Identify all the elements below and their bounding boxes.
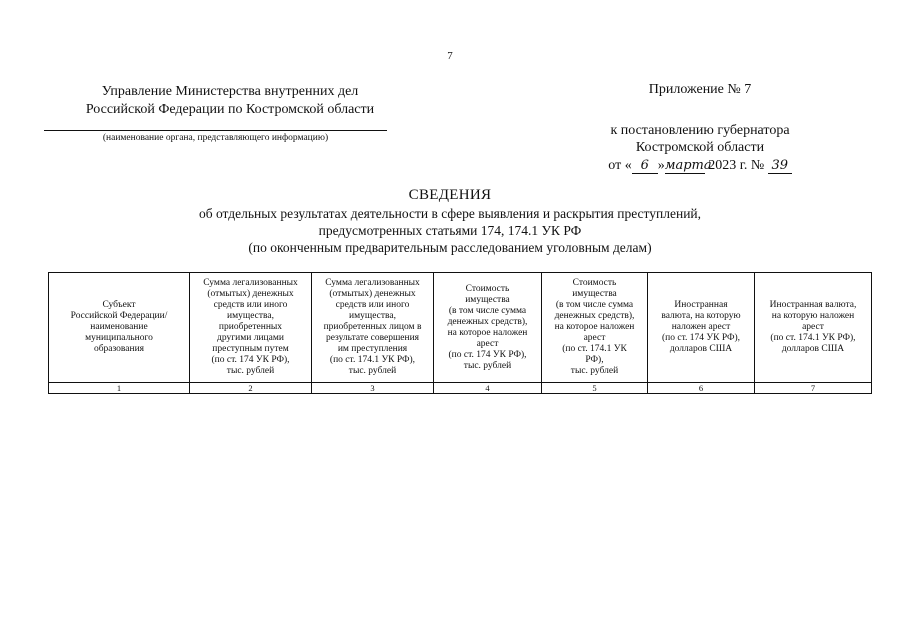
column-header-line: имущества, xyxy=(349,311,396,321)
column-header-line: Стоимость xyxy=(572,278,617,288)
date-prefix: от « xyxy=(608,158,632,173)
column-header-line: (по ст. 174.1 УК xyxy=(562,344,627,354)
organization-line-2: Российской Федерации по Костромской области xyxy=(85,102,375,117)
column-header-line: тыс. рублей xyxy=(226,366,275,376)
column-header-line: денежных средств), xyxy=(554,311,635,321)
column-header-line: валюта, на которую xyxy=(661,311,741,321)
organization-caption: (наименование органа, представляющего информацию) xyxy=(102,133,329,143)
data-table xyxy=(48,272,872,394)
column-header-line: (по ст. 174 УК РФ), xyxy=(661,333,740,343)
organization-line-1: Управление Министерства внутренних дел xyxy=(101,84,359,99)
column-header-line: наложен арест xyxy=(671,322,731,332)
column-number-cell: 7 xyxy=(755,383,872,394)
decree-line-2: Костромской области xyxy=(635,140,765,155)
decree-line-1: к постановлению губернатора xyxy=(610,123,790,138)
column-header-line: денежных средств), xyxy=(447,316,528,327)
column-header-line: образования xyxy=(93,344,145,354)
year-and-number-label: 2023 г. № xyxy=(708,158,765,173)
column-header-line: арест xyxy=(476,338,499,349)
document-subtitle-line-1: об отдельных результатах деятельности в сфере выявления и раскрытия преступлений, xyxy=(198,206,702,221)
column-header-line: Субъект xyxy=(102,300,136,310)
column-header-line: Сумма легализованных xyxy=(203,278,298,288)
column-number-cell: 1 xyxy=(49,383,190,394)
column-header-line: Российской Федерации/ xyxy=(70,311,168,321)
organization-underline xyxy=(44,130,387,131)
column-header-line: приобретенных xyxy=(218,322,283,332)
column-header-line: результате совершения xyxy=(325,333,420,343)
column-header-line: наименование xyxy=(90,322,148,332)
column-number-cell: 2 xyxy=(190,383,312,394)
column-header-line: на которое наложен xyxy=(447,327,528,338)
decree-date-line xyxy=(560,157,840,174)
column-header-line: (по ст. 174.1 УК РФ), xyxy=(770,333,856,343)
column-header-line: на которую наложен xyxy=(771,311,855,321)
handwritten-month: марта xyxy=(664,158,712,173)
column-number-cell: 6 xyxy=(648,383,755,394)
column-header-line: имущества xyxy=(465,294,510,305)
column-header-line: Сумма легализованных xyxy=(325,278,420,288)
column-number-cell: 3 xyxy=(312,383,434,394)
column-header-line: (отмытых) денежных xyxy=(207,289,294,299)
column-header-line: долларов США xyxy=(669,344,733,354)
column-header-line: долларов США xyxy=(781,344,845,354)
column-header-line: имущества xyxy=(572,289,617,299)
column-header-line: средств или иного xyxy=(213,300,288,310)
column-header-4 xyxy=(434,273,542,383)
column-number-cell: 5 xyxy=(542,383,648,394)
column-header-line: муниципального xyxy=(85,333,153,343)
column-header-6 xyxy=(648,273,755,383)
column-header-line: Иностранная валюта, xyxy=(769,300,857,310)
column-header-line: имущества, xyxy=(227,311,274,321)
column-header-line: тыс. рублей xyxy=(570,366,619,376)
document-subtitle-line-3: (по оконченным предварительным расследованием уголовным делам) xyxy=(248,240,652,255)
column-header-line: преступным путем xyxy=(212,344,289,354)
document-subtitle-line-2: предусмотренных статьями 174, 174.1 УК РФ xyxy=(318,223,582,238)
column-header-line: арест xyxy=(802,322,824,332)
handwritten-day: 6 xyxy=(632,159,658,174)
column-header-1 xyxy=(49,273,190,383)
column-header-line: (отмытых) денежных xyxy=(329,289,416,299)
document-title: СВЕДЕНИЯ xyxy=(408,187,492,203)
column-header-line: средств или иного xyxy=(335,300,410,310)
column-header-line: (по ст. 174 УК РФ), xyxy=(211,355,290,365)
date-close-quote: » xyxy=(657,158,665,173)
column-header-line: тыс. рублей xyxy=(348,366,397,376)
column-header-line: Стоимость xyxy=(465,283,510,294)
column-header-7 xyxy=(755,273,872,383)
column-header-2 xyxy=(190,273,312,383)
column-header-line: (в том числе сумма xyxy=(448,305,527,316)
column-header-5 xyxy=(542,273,648,383)
column-header-line: другими лицами xyxy=(217,333,284,343)
handwritten-decree-number: 39 xyxy=(768,159,792,174)
column-number-row xyxy=(49,383,872,394)
column-header-line: приобретенных лицом в xyxy=(323,322,422,332)
column-header-line: на которое наложен xyxy=(554,322,635,332)
column-header-line: (по ст. 174 УК РФ), xyxy=(448,349,527,360)
column-header-line: РФ), xyxy=(585,355,604,365)
column-header-line: Иностранная xyxy=(674,300,728,310)
page-number: 7 xyxy=(447,50,453,62)
column-header-line: тыс. рублей xyxy=(463,360,512,371)
column-header-line: (по ст. 174.1 УК РФ), xyxy=(329,355,416,365)
decree-reference xyxy=(560,122,840,156)
column-header-3 xyxy=(312,273,434,383)
column-header-line: им преступления xyxy=(337,344,408,354)
column-number-cell: 4 xyxy=(434,383,542,394)
table-header-row xyxy=(49,273,872,383)
organization-name xyxy=(40,83,420,119)
column-header-line: (в том числе сумма xyxy=(555,300,634,310)
appendix-title: Приложение № 7 xyxy=(648,82,752,97)
column-header-line: арест xyxy=(583,333,606,343)
